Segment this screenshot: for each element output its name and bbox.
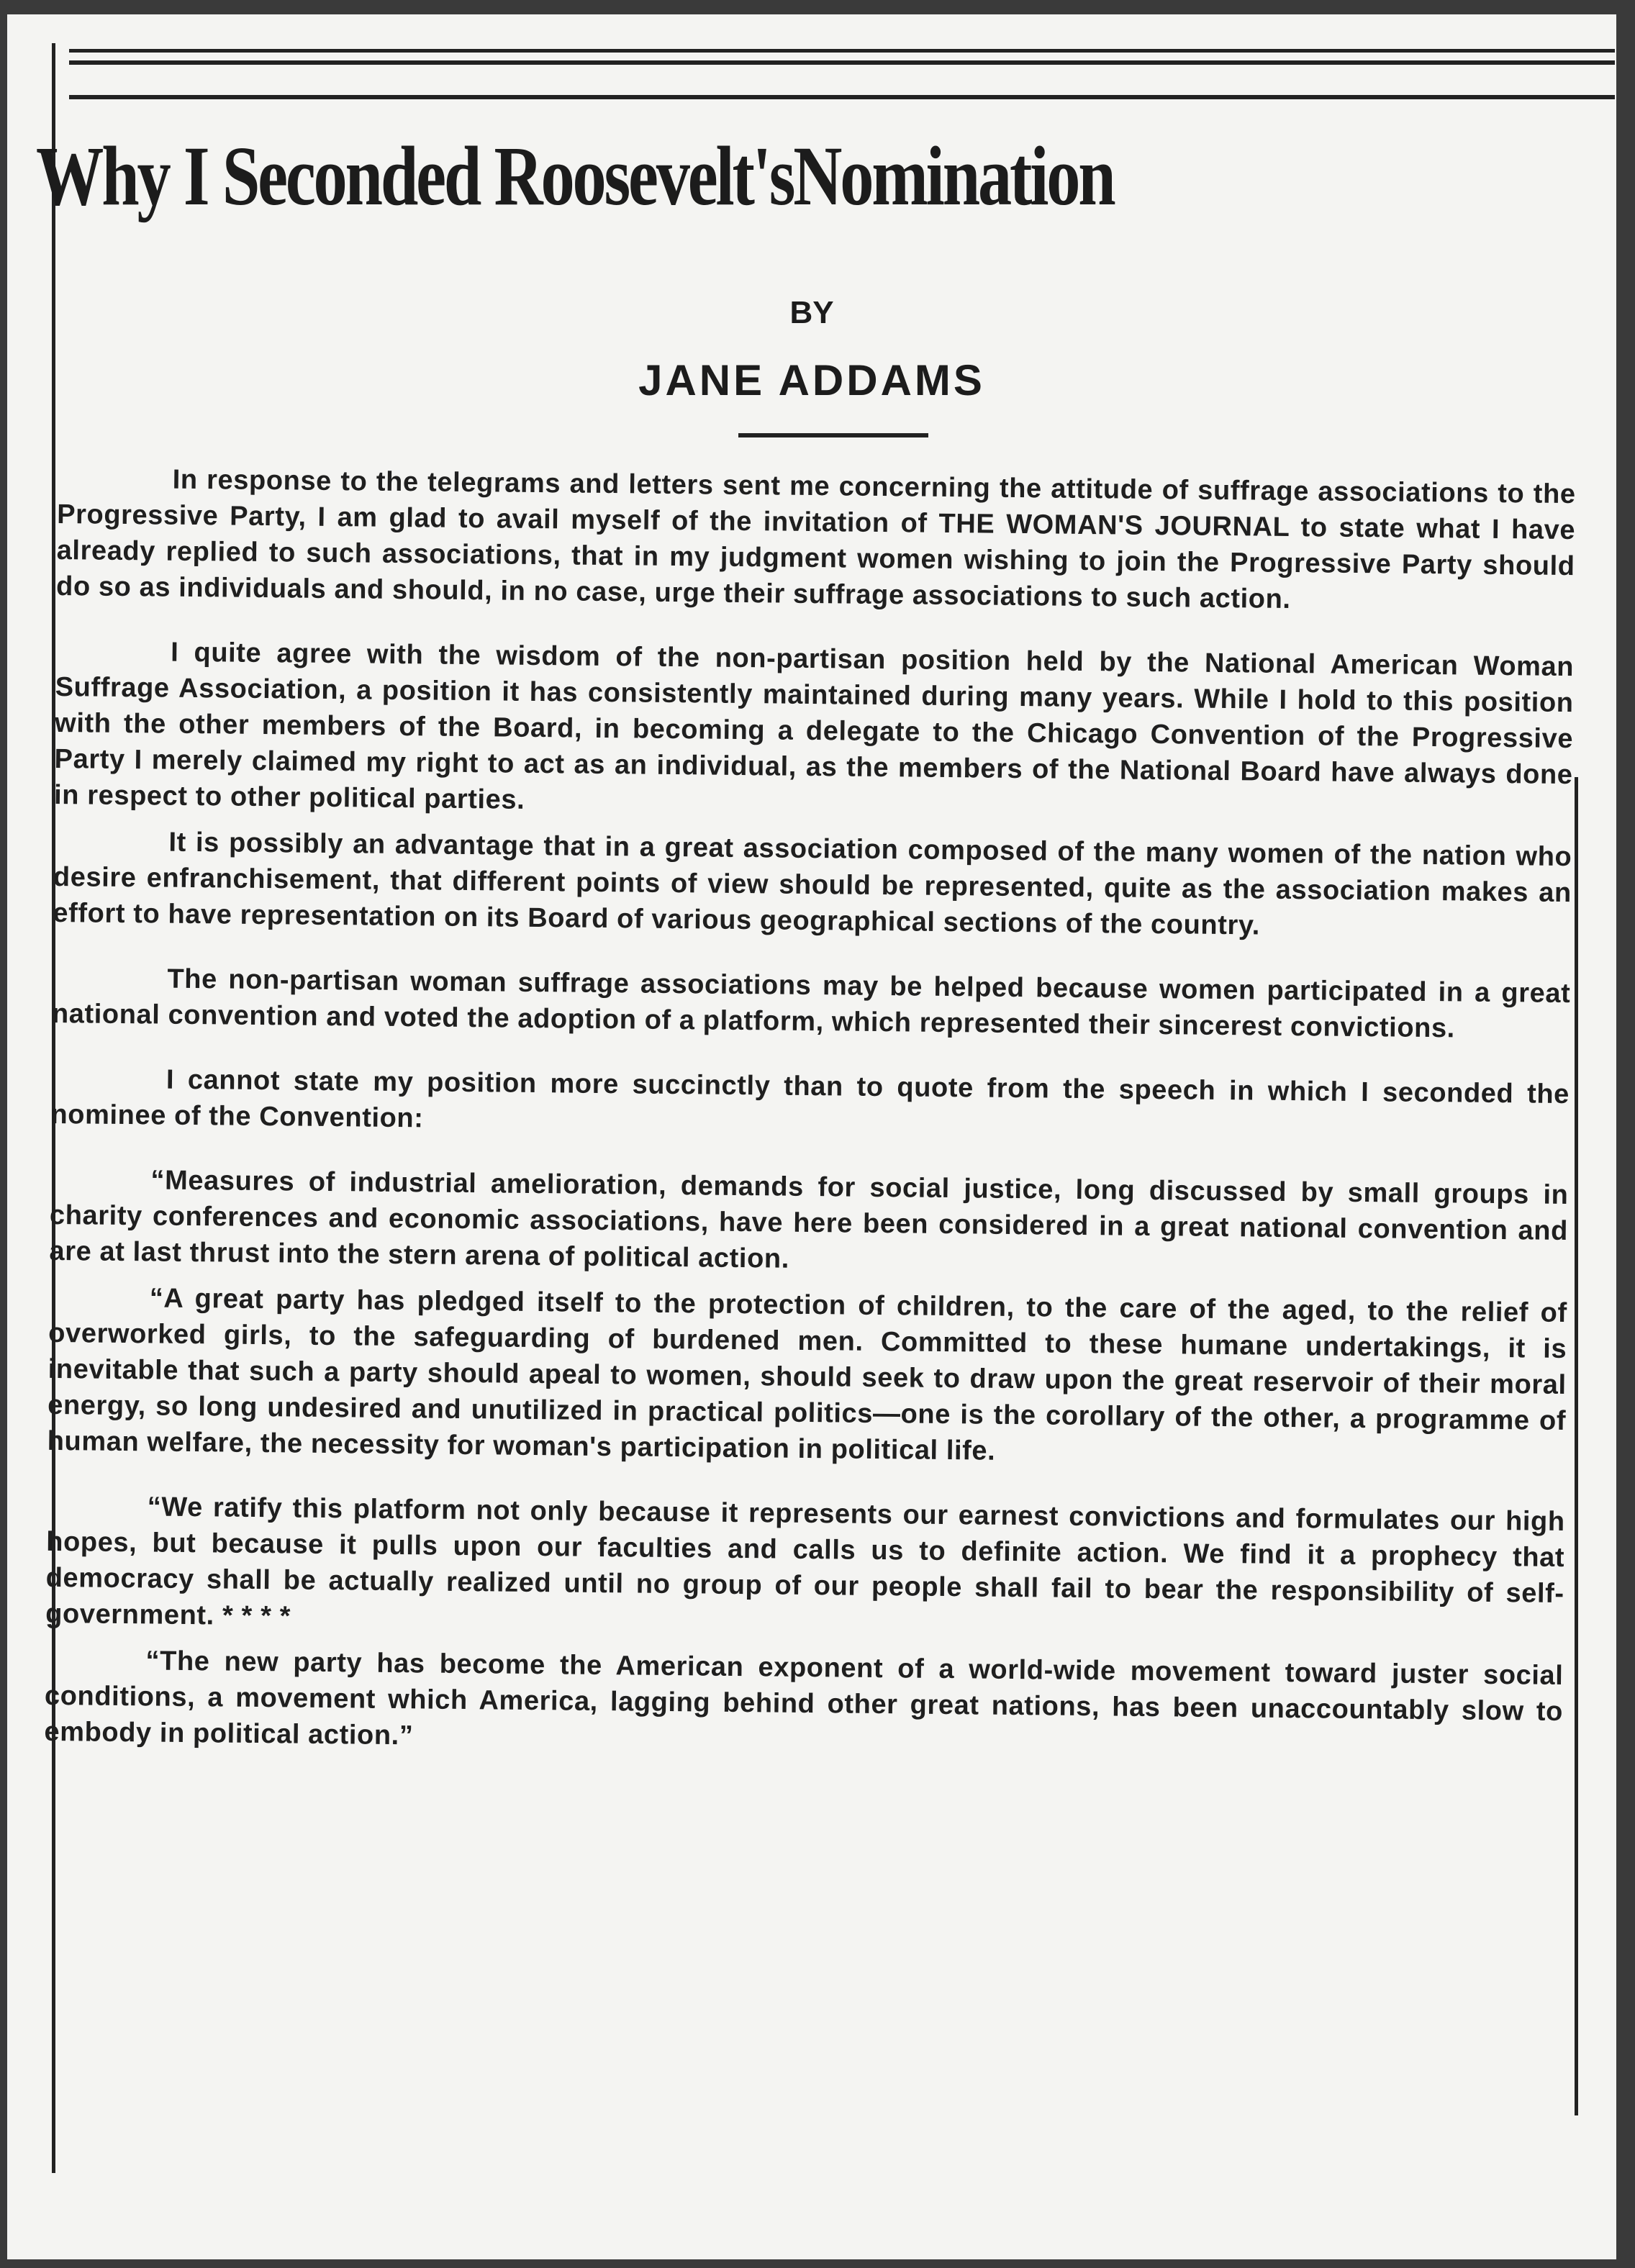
newspaper-page bbox=[7, 14, 1616, 2259]
paragraph-5: I cannot state my position more succinctly than to quote from the speech in which I seconded the nominee of the Convention: bbox=[50, 1064, 1570, 1134]
divider-rule bbox=[738, 433, 928, 437]
byline-author: JANE ADDAMS bbox=[638, 356, 985, 404]
paragraph-3: It is possibly an advantage that in a great association composed of the many women of the nation who desire enfranchisement, that different points of view should be represented, quite as the association makes an effort to have representation on its Board of various geographical sections of the country. bbox=[53, 827, 1572, 941]
double-rule-top bbox=[69, 49, 1615, 65]
quote-paragraph-3: “We ratify this platform not only because it represents our earnest convictions and formulates our high hopes, but because it pulls upon our faculties and calls us to definite action. We find it a prophecy that democracy shall be actually realized until no group of our people shall fail to bear the responsibility of self-government. * * * * bbox=[45, 1492, 1565, 1632]
column-rule-right bbox=[1575, 777, 1578, 2115]
paragraph-4: The non-partisan woman suffrage associations may be helped because women participated in a great national convention and voted the adoption of a platform, which represented their sincerest convictions. bbox=[51, 963, 1571, 1044]
byline-by: BY bbox=[789, 295, 834, 330]
paragraph-1: In response to the telegrams and letters sent me concerning the attitude of suffrage associations to the Progressive Party, I am glad to avail myself of the invitation of THE WOMAN'S JOURNAL to state what I have already replied to such associations, that in my judgment women wishing to join the Progressive Party should do so as individuals and should, in no case, urge their suffrage associations to such action. bbox=[55, 464, 1576, 614]
quote-paragraph-4: “The new party has become the American exponent of a world-wide movement toward juster social conditions, a movement which America, lagging behind other great nations, has been unaccountably slow to embody in political action.” bbox=[44, 1646, 1564, 1751]
article-body bbox=[44, 461, 1576, 1766]
article-headline: Why I Seconded Roosevelt'sNomination bbox=[36, 129, 1114, 223]
quote-paragraph-1: “Measures of industrial amelioration, demands for social justice, long discussed by small groups in charity conferences and economic associations, have here been considered in a great national convention and are at last thrust into the stern arena of political action. bbox=[49, 1165, 1569, 1274]
quote-paragraph-2: “A great party has pledged itself to the protection of children, to the care of the aged, to the relief of overworked girls, to the safeguarding of burdened men. Committed to these humane undertakings, it is inevitable that such a party should apeal to women, should seek to draw upon the great reservoir of their moral energy, so long undesired and unutilized in practical politics—one is the corollary of the other, a programme of human welfare, the necessity for woman's participation in political life. bbox=[47, 1283, 1567, 1466]
rule-under-header bbox=[69, 95, 1615, 99]
paragraph-2: I quite agree with the wisdom of the non-partisan position held by the National American Woman Suffrage Association, a position it has consistently maintained during many years. While I hold to this position with the other members of the Board, in becoming a delegate to the Chicago Convention of the Progressive Party I merely claimed my right to act as an individual, as the members of the National Board have always done in respect to other political parties. bbox=[53, 637, 1575, 815]
